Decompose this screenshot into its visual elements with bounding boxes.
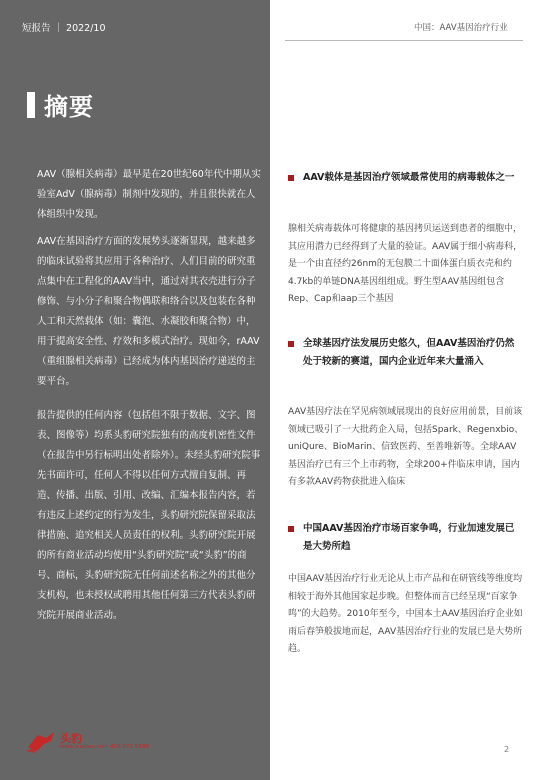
- section-heading-1: AAV载体是基因治疗领域最常使用的病毒载体之一: [288, 169, 523, 187]
- logo-name: 头豹: [60, 732, 82, 745]
- page-title: 摘要: [44, 93, 94, 121]
- header-divider: [285, 40, 523, 41]
- title-bar-mark: [27, 92, 35, 118]
- report-subject: 中国：AAV基因治疗行业: [414, 23, 508, 33]
- bullet-square-icon: [288, 526, 294, 532]
- section-title: [27, 87, 94, 122]
- section-body-3: 中国AAV基因治疗行业无论从上市产品和在研管线等维度均相较于海外其他国家起步晚。但整体而言已经呈现“百家争鸣”的大趋势。2010年至今，中国本土AAV基因治疗企业如雨后春笋般拔地而起，AAV基因治疗行业的发展已是大势所趋。: [288, 574, 523, 654]
- logo-contact: www.leadleo.com 400-072-5588: [60, 744, 149, 750]
- intro-paragraph-1: AAV（腺相关病毒）最早是在20世纪60年代中期从实验室AdV（腺病毒）制剂中发现的，并且很快就在人体组织中发现。: [37, 169, 261, 220]
- bullet-square-icon: [288, 341, 294, 347]
- leopard-logo-icon: [24, 727, 164, 755]
- report-type-date: 短报告 ｜ 2022/10: [22, 23, 106, 34]
- section-heading-3: 中国AAV基因治疗市场百家争鸣，行业加速发展已是大势所趋: [288, 520, 523, 555]
- page-number: 2: [504, 745, 510, 754]
- section-body-1: 腺相关病毒载体可将健康的基因拷贝运送到患者的细胞中，其应用潜力已经得到了大量的验证。AAV属于细小病毒科，是一个由直径约26nm的无包膜二十面体蛋白质衣壳和约4.7kb的单链DNA基因组组成。野生型AAV基因组包含Rep、Cap和aap三个基因: [288, 224, 523, 304]
- disclaimer-paragraph: 报告提供的任何内容（包括但不限于数据、文字、图表、图像等）均系头豹研究院独有的高度机密性文件（在报告中另行标明出处者除外）。未经头豹研究院事先书面许可，任何人不得以任何方式擅自复制、再造、传播、出版、引用、改编、汇编本报告内容，若有违反上述约定的行为发生，头豹研究院保留采取法律措施、追究相关人员责任的权利。头豹研究院开展的所有商业活动均使用“头豹研究院”或“头豹”的商号、商标，头豹研究院无任何前述名称之外的其他分支机构，也未授权或聘用其他任何第三方代表头豹研究院开展商业活动。: [37, 410, 261, 621]
- section-heading-2: 全球基因疗法发展历史悠久，但AAV基因治疗仍然处于较新的赛道，国内企业近年来大量涌入: [288, 335, 523, 370]
- intro-paragraph-2: AAV在基因治疗方面的发展势头逐渐显现，越来越多的临床试验将其应用于各种治疗、人们目前的研究重点集中在工程化的AAV当中，通过对其衣壳进行分子修饰、与小分子和聚合物偶联和络合以及包装在各种人工和天然载体（如：囊泡、水凝胶和聚合物）中，用于提高安全性、疗效和多模式治疗。现如今，rAAV（重组腺相关病毒）已经成为体内基因治疗递送的主要平台。: [37, 236, 260, 387]
- bullet-square-icon: [288, 175, 294, 181]
- section-body-2: AAV基因疗法在罕见病领域展现出的良好应用前景，目前该领域已吸引了一大批药企入局，包括Spark、Regenxbio、uniQure、BioMarin、信致医药、至善唯新等。全球AAV基因治疗已有三个上市药物，全球200+件临床申请，国内有多款AAV药物获批进入临床: [288, 407, 524, 487]
